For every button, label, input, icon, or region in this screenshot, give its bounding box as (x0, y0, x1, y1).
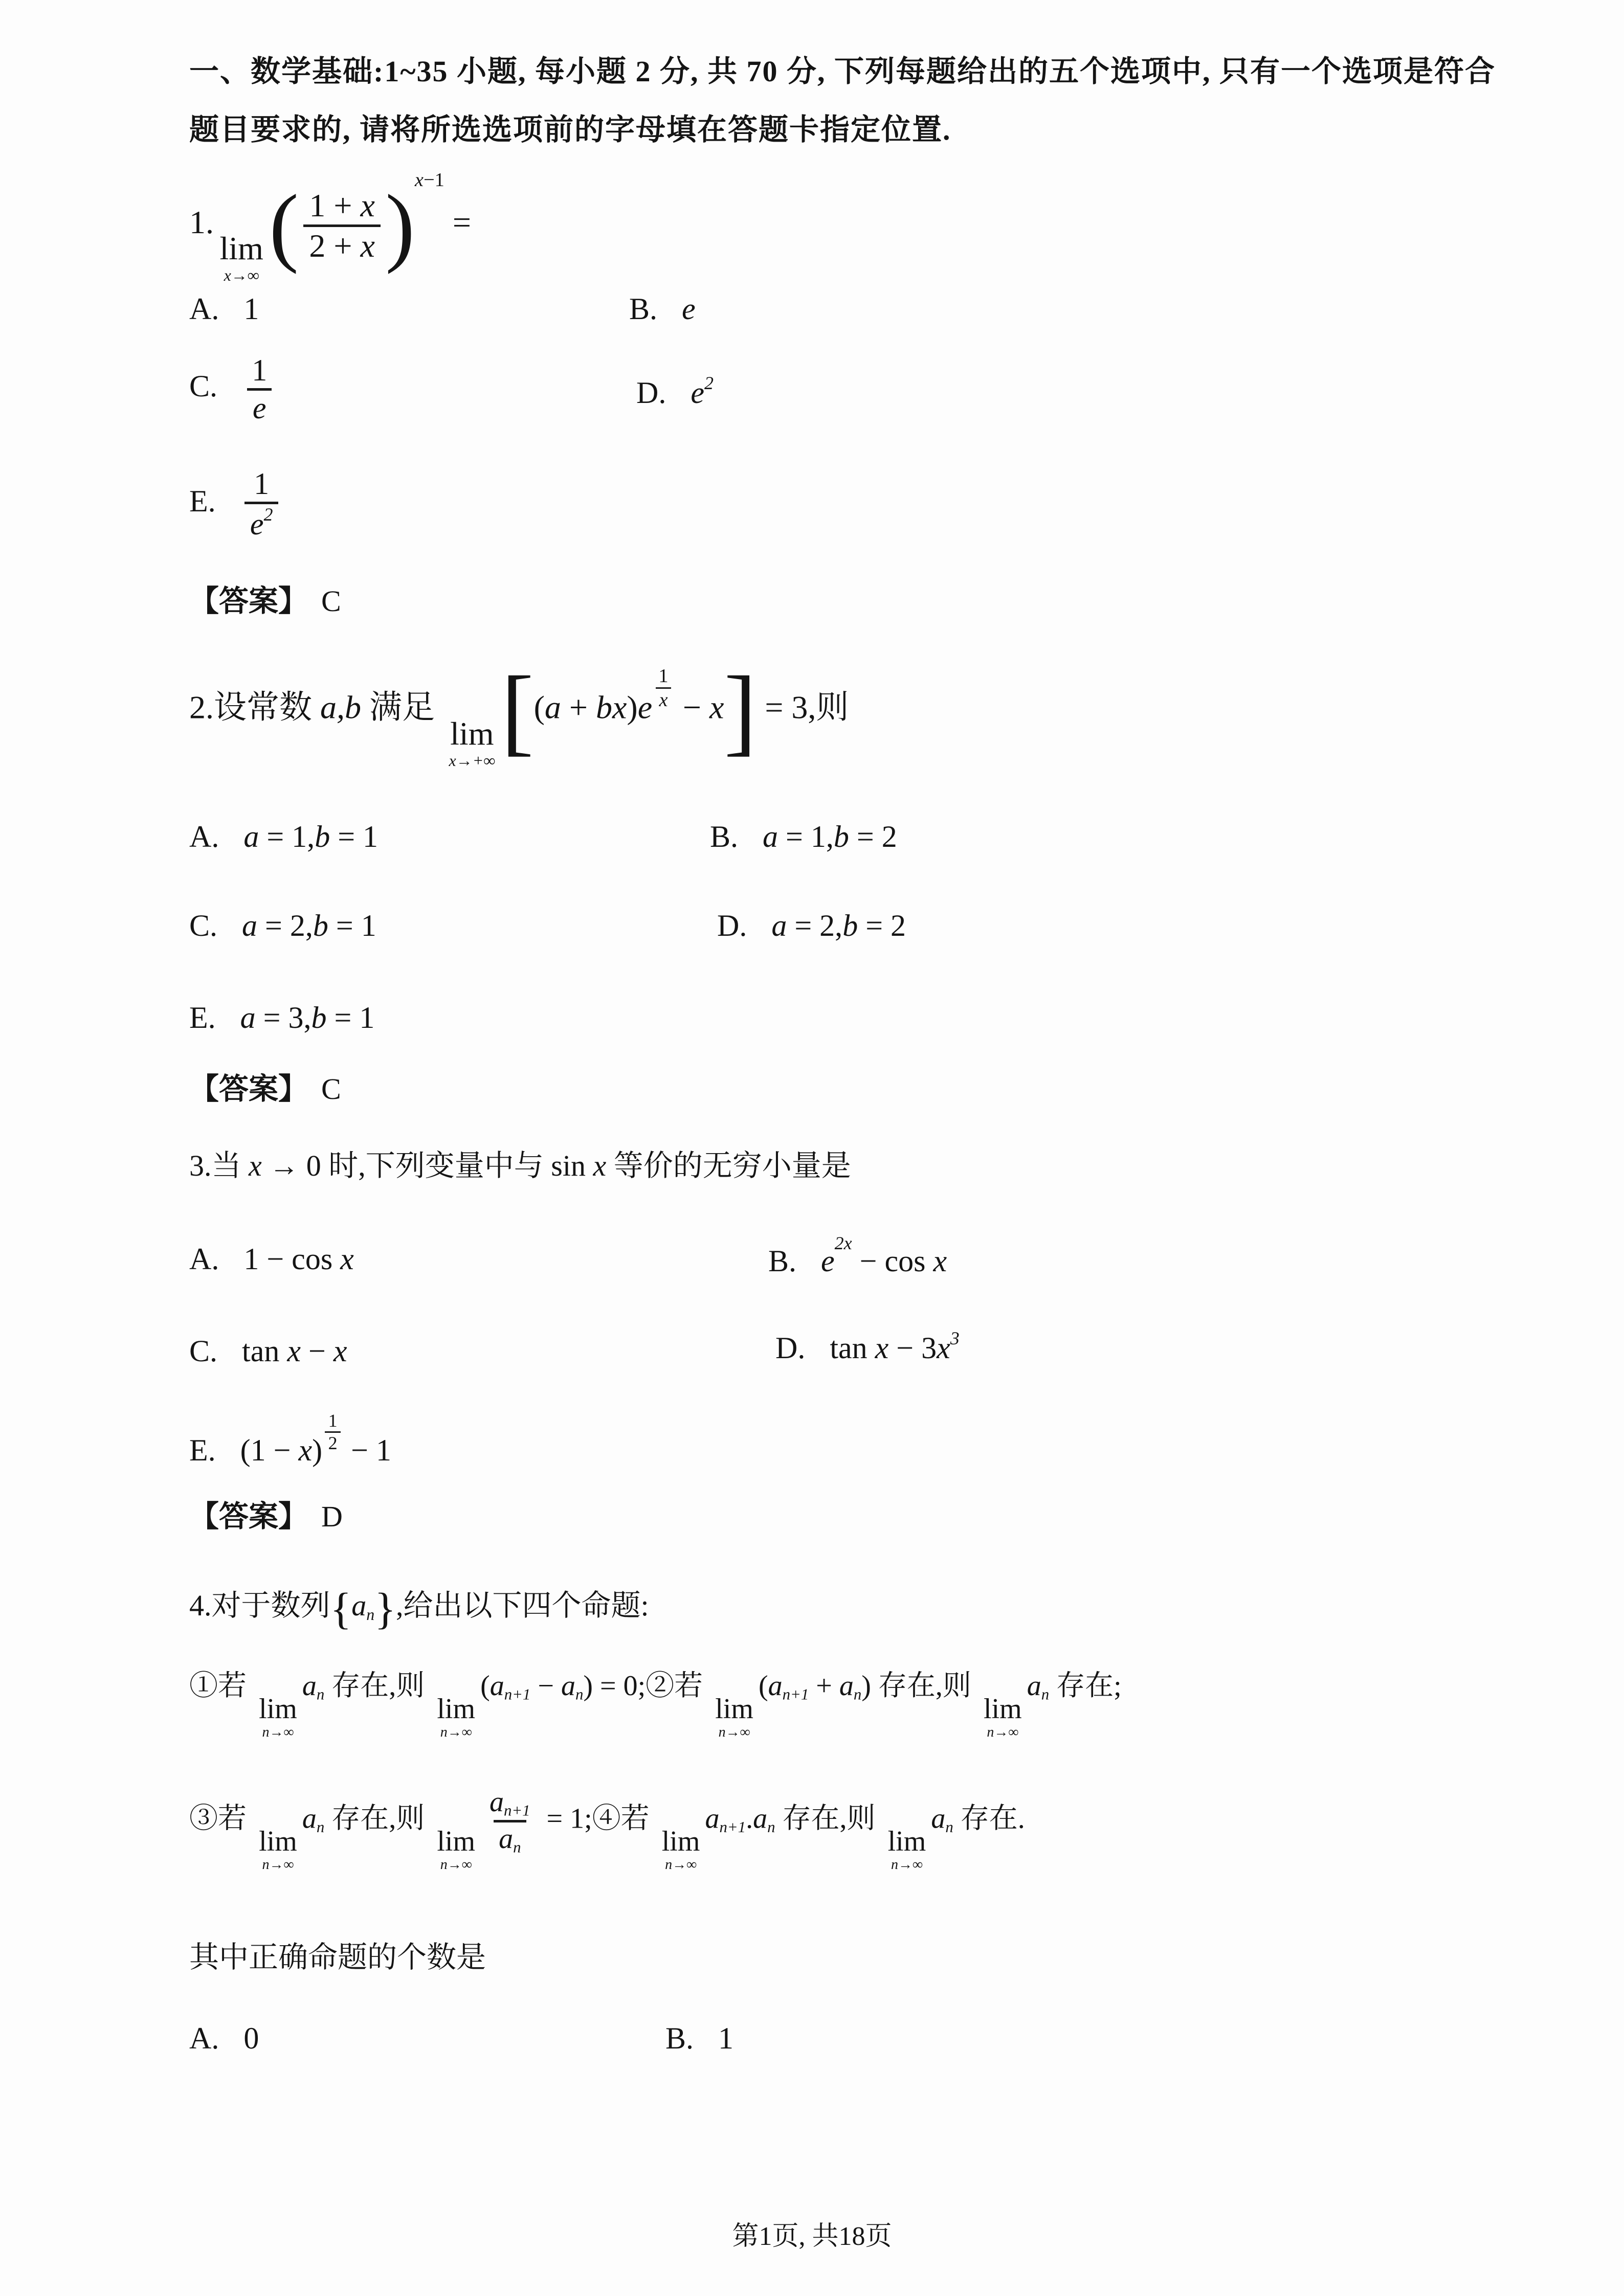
math-it: b (842, 909, 858, 942)
option-label: B. (629, 292, 658, 326)
math-num (248, 466, 275, 502)
math-rm: 1 + (309, 187, 361, 224)
math-text: 3.当 (189, 1149, 249, 1182)
math-big: ( (269, 176, 299, 275)
math-rm: 1 (254, 467, 270, 501)
question-1-stem (189, 169, 471, 285)
math-text: ;④若 (584, 1803, 657, 1835)
math-it: a (302, 1670, 317, 1702)
question-4-proposition-1-2 (189, 1663, 1122, 1741)
math-den (247, 388, 272, 426)
math-it: b (833, 820, 849, 853)
question-4-stem-2: 其中正确命题的个数是 (189, 1941, 486, 1974)
option-label: A. (189, 820, 219, 853)
math-rm: 1 (252, 353, 268, 387)
math-rm: 1 (328, 1410, 338, 1431)
question-3-option-e (189, 1410, 391, 1468)
math-rm: 2 + (309, 227, 361, 264)
question-4-proposition-3-4 (189, 1786, 1025, 1874)
math-rm: ) = 0 (583, 1670, 638, 1702)
math-rm: 0 (243, 2021, 259, 2055)
math-lim (715, 1695, 753, 1741)
math-rm: = 2, (257, 909, 313, 942)
math-it: 2x (834, 1233, 852, 1253)
math-it: bx (595, 689, 627, 726)
math-it: x (360, 227, 375, 264)
math-it: e (821, 1244, 835, 1278)
answer-label: 【答案】 (189, 1072, 308, 1106)
math-sup (652, 665, 675, 711)
math-it: a (242, 909, 258, 942)
math-rm: = 3, (255, 1001, 312, 1034)
question-2-option-a (189, 819, 378, 854)
question-3-stem (189, 1141, 851, 1184)
math-lim-bot: n→∞ (891, 1857, 923, 1873)
math-rm: = (444, 204, 471, 241)
section-header-line1: 一、数学基础:1~35 小题, 每小题 2 分, 共 70 分, 下列每题给出的五个选项中, 只有一个选项是符合 (189, 55, 1496, 88)
math-it: b (313, 909, 328, 942)
math-big: [ (501, 656, 534, 765)
math-it: a (499, 1823, 514, 1855)
math-it: a (243, 820, 259, 853)
math-text: 存在,则 (324, 1670, 432, 1702)
option-value (242, 1334, 347, 1368)
math-text: 等价的无穷小量是 (606, 1149, 851, 1182)
option-value (242, 353, 277, 425)
option-label: D. (717, 909, 747, 942)
math-rm: − (674, 689, 709, 726)
math-text: ③若 (189, 1803, 254, 1835)
math-rm: −1 (423, 169, 444, 191)
math-sub: n (513, 1838, 521, 1856)
math-sup: 2 (263, 504, 273, 525)
math-rm: 1 (243, 292, 259, 326)
math-text: 存在,则 (775, 1803, 883, 1835)
math-rm: → 0 (261, 1149, 329, 1182)
math-rm: = 1 (539, 1803, 585, 1835)
math-lim-top: lim (437, 1693, 476, 1725)
math-rm: = 2 (858, 909, 906, 942)
math-rm: . (746, 1803, 753, 1835)
math-lim (437, 1827, 475, 1874)
question-3-option-a (189, 1242, 354, 1277)
option-label: B. (665, 2021, 694, 2055)
math-it: x (414, 169, 424, 191)
math-num (246, 353, 273, 388)
math-den (494, 1820, 526, 1857)
math-it: x (298, 1433, 313, 1467)
math-it: a (302, 1803, 317, 1835)
math-rm: 1 (718, 2021, 734, 2055)
math-sup: 3 (950, 1328, 960, 1348)
option-value (763, 820, 897, 853)
math-rm: − 3 (888, 1331, 937, 1365)
math-lim-top: lim (259, 1693, 297, 1725)
math-text: 时,下列变量中与 (328, 1149, 551, 1182)
math-sub: n (767, 1818, 775, 1836)
question-2-option-b (710, 819, 897, 854)
option-value (243, 2021, 259, 2055)
math-it: e (691, 376, 704, 410)
question-1-option-c (189, 353, 277, 426)
math-frac (325, 1410, 341, 1454)
math-text: 存在. (953, 1803, 1025, 1835)
math-rm: = 1 (330, 820, 379, 853)
option-label: A. (189, 292, 219, 326)
answer-label: 【答案】 (189, 1500, 308, 1533)
math-it: a (351, 1589, 367, 1622)
page-footer: 第1页, 共18页 (732, 2222, 892, 2251)
question-4-option-b (665, 2021, 733, 2056)
math-lim-bot: n→∞ (440, 1724, 472, 1740)
answer-value: C (321, 584, 341, 618)
math-rm: 1. (189, 204, 214, 241)
math-num (484, 1786, 536, 1820)
math-sup (322, 1410, 343, 1454)
math-text: ;②若 (637, 1670, 710, 1702)
math-it: a (490, 1786, 504, 1818)
math-den (656, 687, 672, 711)
math-it: a (490, 1670, 504, 1702)
question-1-option-d (636, 372, 714, 411)
math-sup (415, 169, 444, 191)
option-value (243, 820, 378, 853)
math-lim (888, 1827, 926, 1874)
math-rm: = 2, (787, 909, 843, 942)
math-sub: n+1 (504, 1685, 531, 1703)
math-big: ] (724, 656, 757, 765)
math-it: a (763, 820, 778, 853)
question-3-option-b (768, 1232, 947, 1279)
math-it: b (311, 1001, 327, 1034)
math-big: { (330, 1584, 352, 1634)
answer-value: C (321, 1072, 341, 1106)
question-2-option-d (717, 908, 906, 943)
math-it: x (937, 1331, 950, 1365)
option-label: A. (189, 1242, 219, 1276)
math-it: x (340, 1242, 354, 1276)
math-it: x (333, 1334, 347, 1368)
math-big: } (374, 1584, 396, 1634)
question-3-option-d (775, 1327, 960, 1366)
math-rm: ) (312, 1433, 323, 1467)
option-label: C. (189, 1334, 218, 1368)
math-rm: ( (758, 1670, 768, 1702)
math-sub: n+1 (782, 1685, 809, 1703)
math-text: ,则 (808, 689, 849, 726)
math-lim-bot: n→∞ (440, 1857, 472, 1873)
math-lim-bot: n→∞ (987, 1724, 1019, 1740)
math-text: ,给出以下四个命题: (396, 1589, 649, 1622)
math-num (325, 1410, 341, 1431)
math-text: ①若 (189, 1670, 254, 1702)
question-3-option-c (189, 1334, 347, 1369)
math-it: a (1027, 1670, 1041, 1702)
math-it: x (249, 1149, 262, 1182)
math-it: a (753, 1803, 768, 1835)
math-rm: − 1 (343, 1433, 391, 1467)
math-rm: 2 (328, 1433, 338, 1454)
math-sup (835, 1232, 852, 1254)
math-lim-bot: n→∞ (262, 1724, 294, 1740)
math-sub: n (1041, 1685, 1050, 1703)
math-it: x (659, 689, 668, 711)
math-rm: 1 − cos (243, 1242, 341, 1276)
math-rm: tan (830, 1331, 875, 1365)
math-rm: − (300, 1334, 333, 1368)
option-label: C. (189, 369, 218, 403)
option-label: E. (189, 484, 216, 518)
answer-label: 【答案】 (189, 584, 308, 618)
math-it: a,b (320, 689, 361, 726)
math-lim (259, 1827, 297, 1874)
math-rm: ) (627, 689, 638, 726)
math-rm: ( (533, 689, 545, 726)
math-sub: n+1 (504, 1802, 530, 1819)
question-2-answer (189, 1065, 341, 1108)
math-it: e (252, 391, 266, 425)
section-header-line2: 题目要求的, 请将所选选项前的字母填在答题卡指定位置. (189, 113, 951, 146)
option-label: B. (768, 1244, 797, 1278)
math-lim (449, 717, 496, 771)
math-text: 4.对于数列 (189, 1589, 330, 1622)
math-it: a (240, 1001, 256, 1034)
math-rm: = 1, (778, 820, 834, 853)
math-rm: + (809, 1670, 839, 1702)
math-it: a (768, 1670, 783, 1702)
question-1-answer (189, 577, 341, 620)
question-4-option-a (189, 2021, 259, 2056)
math-rm: ) (861, 1670, 871, 1702)
math-lim (259, 1695, 297, 1741)
math-text: 存在,则 (871, 1670, 978, 1702)
math-rm: 1 (658, 665, 669, 687)
math-lim-top: lim (450, 715, 494, 752)
option-value (243, 1242, 353, 1276)
math-lim-bot: n→∞ (262, 1857, 294, 1873)
math-lim-bot: n→∞ (665, 1857, 697, 1873)
option-label: E. (189, 1433, 216, 1467)
option-label: D. (775, 1331, 806, 1365)
math-lim (984, 1695, 1022, 1741)
math-it: e (637, 689, 653, 726)
answer-value: D (321, 1500, 343, 1533)
math-frac (655, 665, 672, 711)
option-label: A. (189, 2021, 219, 2055)
option-value (830, 1328, 960, 1365)
option-value (240, 1410, 391, 1467)
math-num (655, 665, 672, 687)
math-rm: = 1 (328, 909, 376, 942)
math-rm: − (530, 1670, 561, 1702)
math-text: 满足 (361, 689, 443, 726)
math-num (303, 187, 381, 224)
math-sub: n (853, 1685, 862, 1703)
option-value (771, 909, 906, 942)
math-rm: sin (551, 1149, 593, 1182)
math-it: x (593, 1149, 607, 1182)
math-lim-bot: x→∞ (224, 266, 259, 285)
math-it: a (771, 909, 787, 942)
math-lim-top: lim (437, 1826, 476, 1858)
option-label: D. (636, 376, 666, 410)
math-big: ) (385, 176, 415, 275)
math-lim (662, 1827, 700, 1874)
math-rm: tan (242, 1334, 287, 1368)
math-lim (220, 232, 263, 285)
math-sub: n (316, 1818, 325, 1836)
math-den (244, 502, 278, 542)
option-value (691, 373, 714, 410)
math-text: 存在; (1049, 1670, 1122, 1702)
math-sub: n (366, 1605, 375, 1624)
math-it: a (561, 1670, 575, 1702)
math-frac (246, 353, 273, 426)
math-rm: (1 − (240, 1433, 299, 1467)
math-it: a (931, 1803, 946, 1835)
math-den (303, 224, 381, 265)
math-lim-top: lim (661, 1826, 700, 1858)
math-it: e (250, 507, 264, 541)
math-lim-top: lim (715, 1693, 753, 1725)
math-it: x (875, 1331, 889, 1365)
math-lim-top: lim (259, 1826, 297, 1858)
option-value (240, 467, 283, 541)
math-lim-top: lim (219, 230, 263, 267)
math-it: x (287, 1334, 301, 1368)
math-it: a (839, 1670, 854, 1702)
option-label: B. (710, 820, 739, 853)
math-lim-bot: n→∞ (718, 1724, 750, 1740)
math-sub: n (316, 1685, 325, 1703)
math-sub: n+1 (719, 1818, 746, 1836)
math-text: 2.设常数 (189, 689, 320, 726)
math-lim-top: lim (983, 1693, 1022, 1725)
question-1-option-a (189, 291, 259, 327)
math-it: b (315, 820, 330, 853)
question-3-answer (189, 1492, 343, 1535)
math-lim (437, 1695, 475, 1741)
option-label: E. (189, 1001, 216, 1034)
math-it: x (360, 187, 375, 224)
math-it: x (933, 1244, 947, 1278)
question-1-option-e (189, 466, 283, 542)
option-value (682, 292, 696, 326)
math-rm: = 3 (757, 689, 808, 726)
math-den (325, 1431, 341, 1454)
math-rm: ( (480, 1670, 490, 1702)
math-lim-bot: x→+∞ (449, 751, 496, 770)
math-sub: n (945, 1818, 953, 1836)
math-sup: 2 (704, 373, 714, 393)
math-frac (484, 1786, 536, 1857)
math-rm: + (561, 689, 596, 726)
math-sub: n (575, 1685, 584, 1703)
option-value (240, 1001, 375, 1034)
option-label: C. (189, 909, 218, 942)
question-4-stem (189, 1581, 649, 1634)
question-1-option-b (629, 291, 696, 327)
math-it: x (709, 689, 724, 726)
math-it: a (705, 1803, 720, 1835)
option-value (718, 2021, 733, 2055)
math-it: a (544, 689, 561, 726)
math-it: e (682, 292, 696, 326)
math-frac (244, 466, 278, 542)
math-lim-top: lim (887, 1826, 926, 1858)
question-2-option-e (189, 1000, 374, 1036)
math-rm: = 1, (259, 820, 315, 853)
math-rm: = 1 (326, 1001, 375, 1034)
math-text: 存在,则 (324, 1803, 432, 1835)
question-2-option-c (189, 908, 376, 943)
option-value (243, 292, 259, 326)
math-rm: = 2 (849, 820, 897, 853)
option-value (242, 909, 376, 942)
question-2-stem (189, 656, 849, 771)
math-frac (303, 187, 381, 264)
math-rm: − cos (852, 1244, 933, 1278)
option-value (821, 1233, 947, 1278)
